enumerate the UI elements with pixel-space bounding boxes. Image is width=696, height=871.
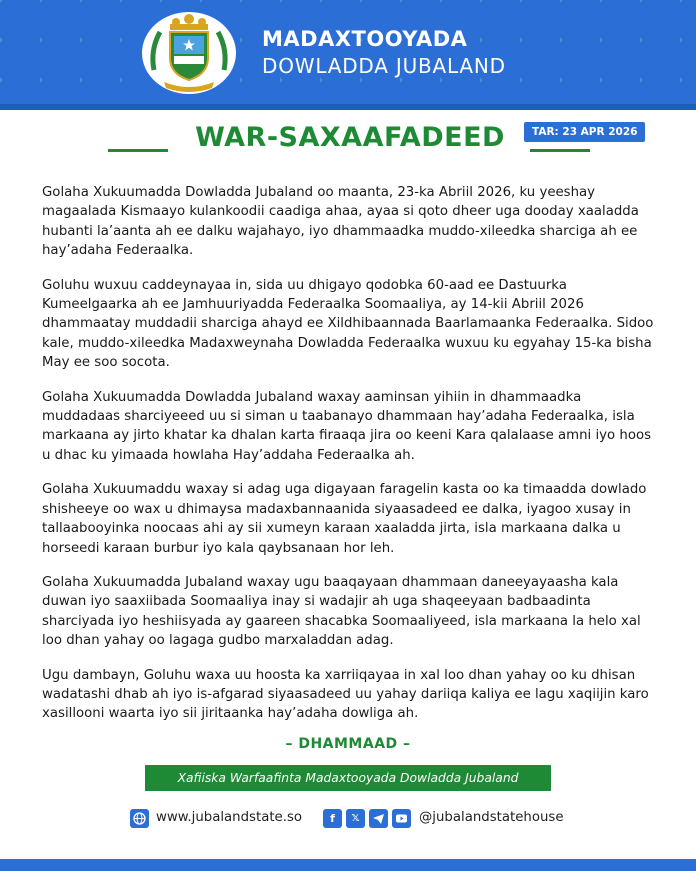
header-banner xyxy=(0,0,696,104)
paragraph: Golaha Xukuumadda Jubaland waxay ugu baaqayaan dhammaan daneeyayaasha kala duwan iyo saaxiibada Soomaaliya inay si wadajir ah uga shaqeeyaan badbaadinta sharciyada iyo heshiisyada ay gaareen shacabka Soomaaliyeed, isla markaana la helo xal loo dhan yahay oo lagaga gudbo marxaladdan adag. xyxy=(42,574,641,649)
website-link[interactable]: www.jubalandstate.so xyxy=(156,810,303,825)
footer xyxy=(0,806,696,832)
paragraph: Golaha Xukuumadda Dowladda Jubaland waxay aaminsan yihiin in dhammaadka muddadaas sharciyeeed uu si siman u taabanayo dhammaan hay’adaha Federaalka, isla markaana ay jirto khatar ka dhalan karta firaaqa jira oo keeni Kara qalalaase amni iyo hoos u dhac ku yimaada howlaha Hay’addaha Federaalka ah. xyxy=(42,389,652,463)
x-icon[interactable]: 𝕏 xyxy=(346,809,365,828)
youtube-icon[interactable] xyxy=(392,809,411,828)
header-title-line2: DOWLADDA JUBALAND xyxy=(262,54,506,78)
press-release-body xyxy=(42,183,656,739)
paragraph: Goluhu wuxuu caddeynayaa in, sida uu dhigayo qodobka 60-aad ee Dastuurka Kumeelgaarka ah ee Jamhuuriyadda Federaalka Soomaaliya, ay 14-kii Abriil 2026 dhammaatay muddadii sharciga ahayd ee Xildhibaannada Baarlamaanka Federaalka. Sidoo kale, muddo-xileedka Madaxweynaha Dowladda Federaalka wuxuu ku egyahay 15-ka bisha May ee soo socota. xyxy=(42,277,654,371)
paragraph: Golaha Xukuumadda Dowladda Jubaland oo maanta, 23-ka Abriil 2026, ku yeeshay magaalada Kismaayo kulankoodii caadiga ahaa, ayaa si qoto dheer uga dooday xaaladda hubanti la’aanta ah ee dalku wajahayo, iyo dhammaadka muddo-xileedka sharciga ah ee hay’adaha Federaalka. xyxy=(42,185,639,259)
title-rule-right xyxy=(530,149,590,152)
header-title-block xyxy=(262,26,506,80)
paragraph: Ugu dambayn, Goluhu waxa uu hoosta ka xarriiqayaa in xal loo dhan yahay oo ku dhisan wadatashi dhab ah iyo is-afgarad siyaasadeed uu yahay dariiqa kaliya ee lagu xaqiijin karo xasillooni waarta iyo sii jiritaanka hay’adaha dowliga ah. xyxy=(42,667,649,722)
footer-bar xyxy=(0,859,696,871)
office-signature: Xafiiska Warfaafinta Madaxtooyada Dowladda Jubaland xyxy=(145,765,551,791)
paragraph: Golaha Xukuumaddu waxay si adag uga digayaan faragelin kasta oo ka timaadda dowlado shisheeye oo wax u dhimaysa madaxbannaanida siyaasadeed ee dalka, iyagoo xusay in tallaabooyinka noocaas ahi ay sii xumeyn karaan xaaladda jirta, isla markaana dalka u horseedi karaan burbur iyo kala qaybsanaan hor leh. xyxy=(42,482,647,556)
jubaland-emblem-icon xyxy=(140,10,238,96)
facebook-icon[interactable]: f xyxy=(323,809,342,828)
social-handle-link[interactable]: @jubalandstatehouse xyxy=(419,810,564,825)
title-rule-left xyxy=(108,149,168,152)
press-release-title: WAR-SAXAAFADEED xyxy=(195,122,505,153)
globe-icon xyxy=(130,809,149,828)
header-underline xyxy=(0,104,696,110)
closing-mark: – DHAMMAAD – xyxy=(285,736,411,752)
header-title-line1: MADAXTOOYADA xyxy=(262,27,468,51)
date-badge: TAR: 23 APR 2026 xyxy=(524,122,645,142)
telegram-icon[interactable] xyxy=(369,809,388,828)
